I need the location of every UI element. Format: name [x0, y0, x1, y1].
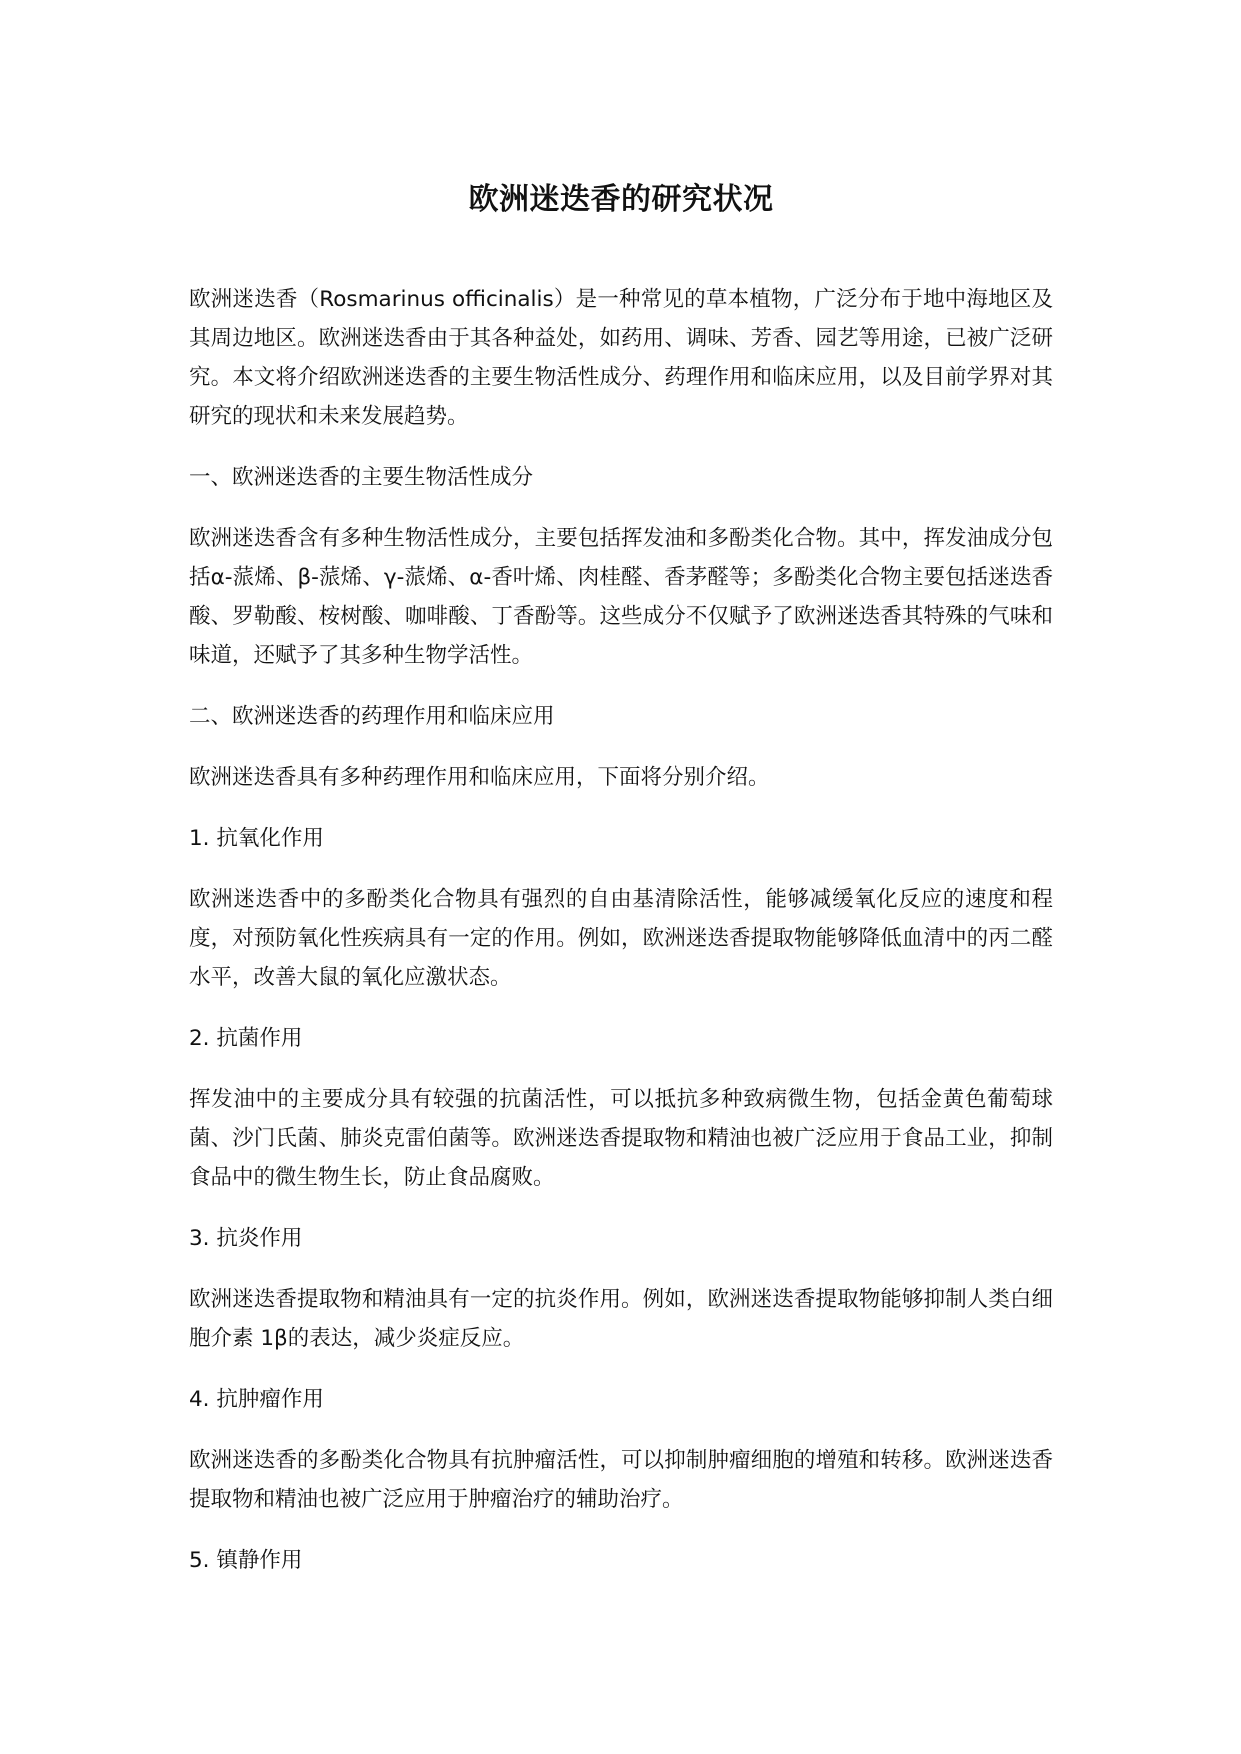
components-paragraph: 欧洲迷迭香含有多种生物活性成分，主要包括挥发油和多酚类化合物。其中，挥发油成分包括α-蒎烯、β-蒎烯、γ-蒎烯、α-香叶烯、肉桂醛、香茅醛等；多酚类化合物主要包括迷迭香酸、罗勒酸、桉树酸、咖啡酸、丁香酚等。这些成分不仅赋予了欧洲迷迭香其特殊的气味和味道，还赋予了其多种生物学活性。 [189, 526, 1053, 668]
subheading-antioxidant: 1. 抗氧化作用 [189, 826, 324, 851]
section-heading-components: 一、欧洲迷迭香的主要生物活性成分 [189, 465, 534, 490]
intro-paragraph: 欧洲迷迭香（Rosmarinus officinalis）是一种常见的草本植物，广泛分布于地中海地区及其周边地区。欧洲迷迭香由于其各种益处，如药用、调味、芳香、园艺等用途，已被广泛研究。本文将介绍欧洲迷迭香的主要生物活性成分、药理作用和临床应用，以及目前学界对其研究的现状和未来发展趋势。 [189, 287, 1053, 429]
antitumor-paragraph: 欧洲迷迭香的多酚类化合物具有抗肿瘤活性，可以抑制肿瘤细胞的增殖和转移。欧洲迷迭香提取物和精油也被广泛应用于肿瘤治疗的辅助治疗。 [189, 1448, 1053, 1512]
subheading-antitumor: 4. 抗肿瘤作用 [189, 1387, 324, 1412]
anti-inflammatory-paragraph: 欧洲迷迭香提取物和精油具有一定的抗炎作用。例如，欧洲迷迭香提取物能够抑制人类白细胞介素 1β的表达，减少炎症反应。 [189, 1287, 1053, 1351]
section-heading-pharmacology: 二、欧洲迷迭香的药理作用和临床应用 [189, 704, 555, 729]
subheading-sedative: 5. 镇静作用 [189, 1548, 303, 1573]
subheading-antibacterial: 2. 抗菌作用 [189, 1026, 303, 1051]
antibacterial-paragraph: 挥发油中的主要成分具有较强的抗菌活性，可以抵抗多种致病微生物，包括金黄色葡萄球菌、沙门氏菌、肺炎克雷伯菌等。欧洲迷迭香提取物和精油也被广泛应用于食品工业，抑制食品中的微生物生长，防止食品腐败。 [189, 1087, 1053, 1190]
pharmacology-intro-paragraph: 欧洲迷迭香具有多种药理作用和临床应用，下面将分别介绍。 [189, 765, 770, 790]
subheading-anti-inflammatory: 3. 抗炎作用 [189, 1226, 303, 1251]
document-title: 欧洲迷迭香的研究状况 [468, 182, 774, 217]
antioxidant-paragraph: 欧洲迷迭香中的多酚类化合物具有强烈的自由基清除活性，能够减缓氧化反应的速度和程度，对预防氧化性疾病具有一定的作用。例如，欧洲迷迭香提取物能够降低血清中的丙二醛水平，改善大鼠的氧化应激状态。 [189, 887, 1053, 990]
